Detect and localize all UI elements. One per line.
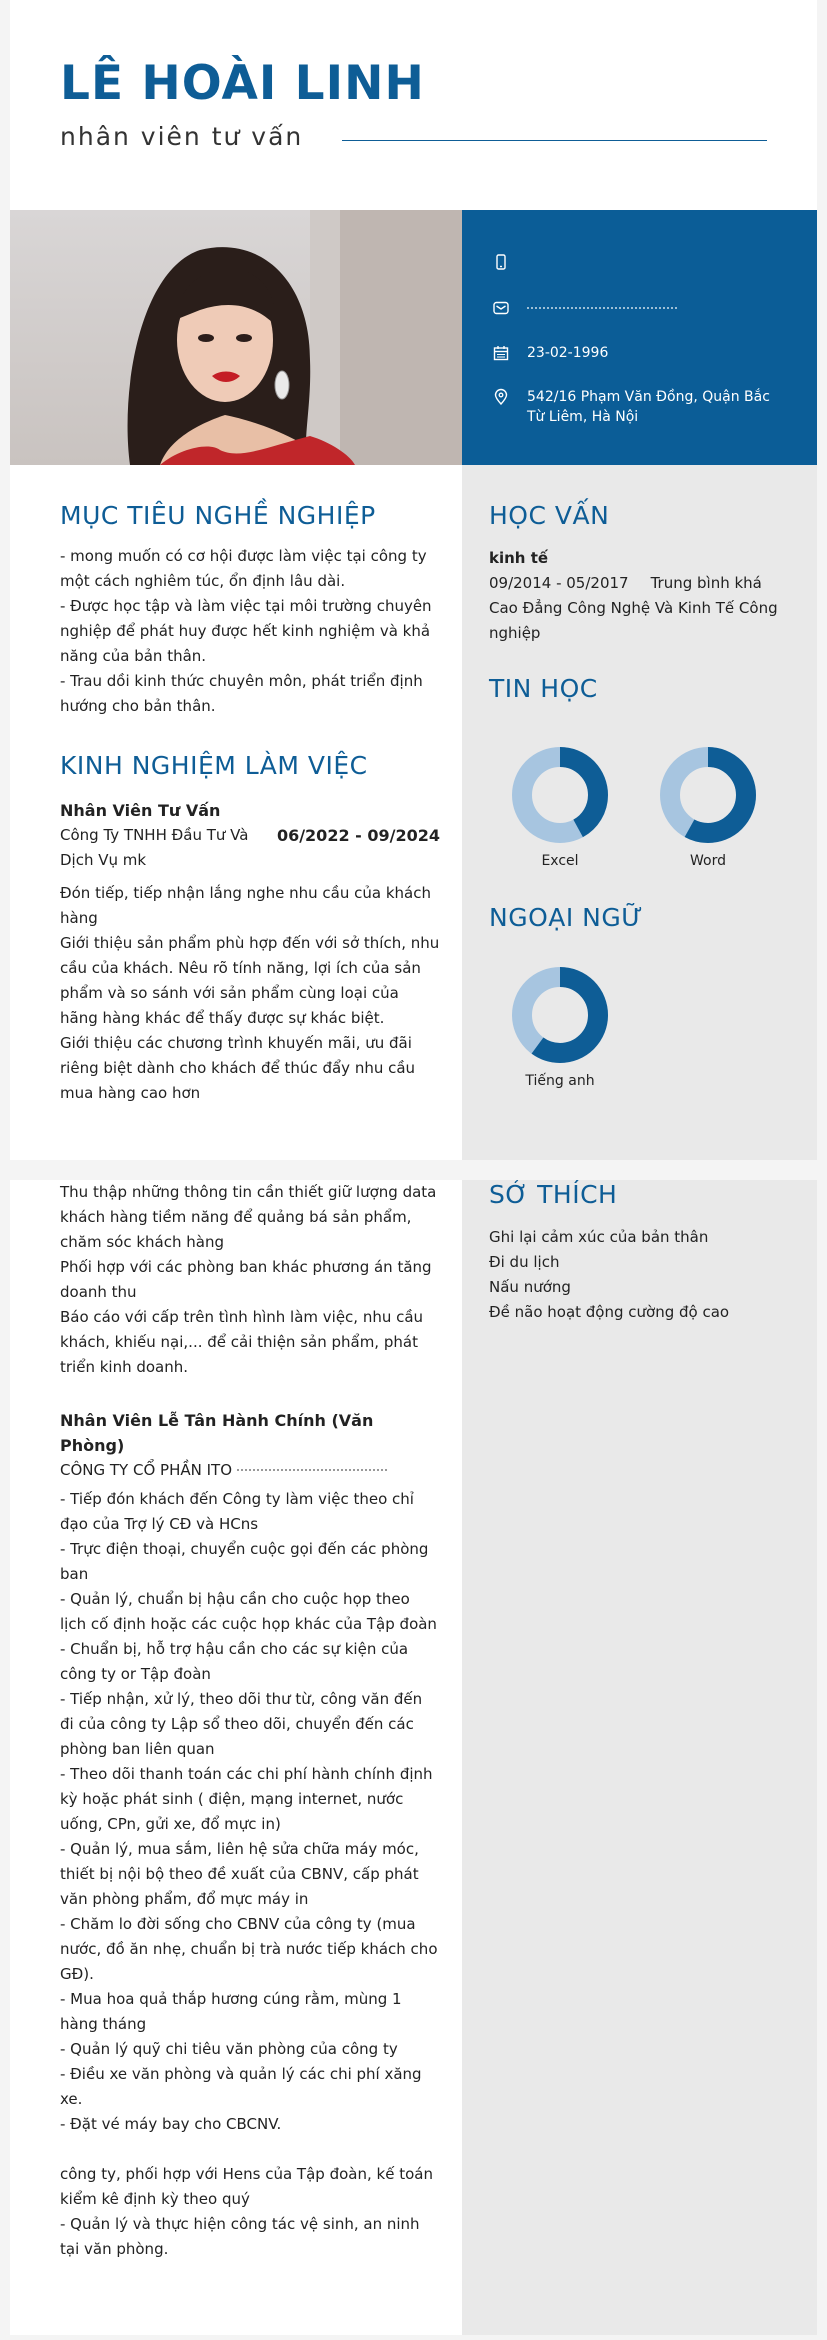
address-text: 542/16 Phạm Văn Đồng, Quận Bắc Từ Liêm, Hà Nội: [527, 389, 770, 425]
job1-line: Thu thập những thông tin cần thiết giữ lượng data khách hàng tiềm năng để quảng bá sản phẩm, chăm sóc khách hàng: [60, 1183, 437, 1251]
profile-photo: [10, 210, 462, 465]
job2-line: - Tiếp đón khách đến Công ty làm việc theo chỉ đạo của Trợ lý CĐ và HCns: [60, 1490, 414, 1533]
main-column: [10, 465, 462, 1106]
main-column-continued: [10, 1180, 462, 2262]
cv-page-1: [10, 0, 817, 1160]
cv-header: [10, 0, 817, 210]
it-skill-excel: [500, 745, 620, 869]
hobbies-title: SỞ THÍCH: [489, 1180, 618, 1209]
job2-line: - Tiếp nhận, xử lý, theo dõi thư từ, công văn đến đi của công ty Lập sổ theo dõi, chuyển đến các phòng ban liên quan: [60, 1690, 423, 1758]
candidate-name: LÊ HOÀI LINH: [60, 56, 425, 111]
job2-line: - Theo dõi thanh toán các chi phí hành chính định kỳ hoặc phát sinh ( điện, mạng internet, nước uống, CPn, gửi xe, đổ mực in): [60, 1765, 433, 1833]
location-pin-icon: [492, 388, 510, 406]
job1-line: Phối hợp với các phòng ban khác phương án tăng doanh thu: [60, 1258, 432, 1301]
job2-line: - Quản lý và thực hiện công tác vệ sinh, an ninh tại văn phòng.: [60, 2215, 420, 2258]
job2-line: - Quản lý quỹ chi tiêu văn phòng của công ty: [60, 2040, 398, 2058]
objective-line: - Được học tập và làm việc tại môi trường chuyên nghiệp để phát huy được hết kinh nghiệm và khả năng của bản thân.: [60, 597, 432, 665]
candidate-role: nhân viên tư vấn: [60, 122, 304, 151]
job2-line: - Đặt vé máy bay cho CBCNV.: [60, 2115, 282, 2133]
hobby-item: Ghi lại cảm xúc của bản thân: [489, 1228, 709, 1246]
job1-company: Công Ty TNHH Đầu Tư Và Dịch Vụ mk: [60, 826, 249, 869]
contact-birthday-row: [492, 343, 608, 363]
language-skill-label: Tiếng anh: [525, 1073, 595, 1089]
job1-period: 06/2022 - 09/2024: [276, 826, 440, 845]
cv-page-2: [10, 1180, 817, 2335]
phone-icon: [492, 253, 510, 271]
contact-panel: [462, 210, 817, 465]
english-donut: [510, 965, 610, 1065]
hobby-item: Đi du lịch: [489, 1253, 560, 1271]
calendar-icon: [492, 344, 510, 362]
education-period: 09/2014 - 05/2017: [489, 574, 629, 592]
job2-line: - Trực điện thoại, chuyển cuộc gọi đến các phòng ban: [60, 1540, 429, 1583]
job2-line: - Điều xe văn phòng và quản lý các chi phí xăng xe.: [60, 2065, 422, 2108]
hobby-item: Nấu nướng: [489, 1278, 571, 1296]
job1-line: Giới thiệu các chương trình khuyến mãi, ưu đãi riêng biệt dành cho khách để thúc đẩy nhu cầu mua hàng cao hơn: [60, 1034, 416, 1102]
job1-line: Báo cáo với cấp trên tình hình làm việc, nhu cầu khách, khiếu nại,... để cải thiện sản phẩm, phát triển kinh doanh.: [60, 1308, 424, 1376]
it-skill-word: [648, 745, 768, 869]
job2-company-row: [60, 1458, 440, 1483]
job2-line: - Quản lý, chuẩn bị hậu cần cho cuộc họp theo lịch cố định hoặc các cuộc họp khác của Tập đoàn: [60, 1590, 437, 1633]
education-major: kinh tế: [489, 549, 549, 567]
experience-title: KINH NGHIỆM LÀM VIỆC: [60, 751, 368, 780]
it-skill-label: Word: [690, 853, 726, 869]
contact-address-row: [492, 387, 782, 427]
contact-email-row: [492, 298, 677, 317]
job2-line: - Mua hoa quả thắp hương cúng rằm, mùng 1 hàng tháng: [60, 1990, 402, 2033]
education-title: HỌC VẤN: [489, 501, 610, 530]
it-skill-label: Excel: [541, 853, 579, 869]
languages-title: NGOẠI NGỮ: [489, 903, 644, 932]
job1-line: Đón tiếp, tiếp nhận lắng nghe nhu cầu của khách hàng: [60, 884, 432, 927]
objective-title: MỤC TIÊU NGHỀ NGHIỆP: [60, 501, 376, 530]
header-divider: [342, 140, 767, 141]
hobby-item: Đề não hoạt động cường độ cao: [489, 1303, 730, 1321]
word-donut: [658, 745, 758, 845]
job2-company: CÔNG TY CỔ PHẦN ITO: [60, 1461, 233, 1479]
language-skill-english: [500, 965, 620, 1089]
it-title: TIN HỌC: [489, 674, 598, 703]
email-redacted: [527, 307, 677, 311]
job2-position: Nhân Viên Lễ Tân Hành Chính (Văn Phòng): [60, 1411, 374, 1455]
excel-donut: [510, 745, 610, 845]
job2-lines: [60, 1487, 440, 2137]
job2-line: công ty, phối hợp với Hens của Tập đoàn, kế toán kiểm kê định kỳ theo quý: [60, 2165, 433, 2208]
job2-line: - Chăm lo đời sống cho CBNV của công ty (mua nước, đồ ăn nhẹ, chuẩn bị trà nước tiếp khách cho GĐ).: [60, 1915, 438, 1983]
contact-phone-row: [492, 252, 527, 271]
job1-line: Giới thiệu sản phẩm phù hợp đến với sở thích, nhu cầu của khách. Nêu rõ tính năng, lợi ích của sản phẩm và so sánh với sản phẩm cùng loại của hãng hàng khác để thấy được sự khác biệt.: [60, 934, 440, 1027]
education-school: Cao Đẳng Công Nghệ Và Kinh Tế Công nghiệp: [489, 599, 778, 642]
education-meta: [489, 571, 797, 596]
sidebar-column: [462, 465, 817, 1160]
sidebar-column-continued: [462, 1180, 817, 2335]
job2-line: - Chuẩn bị, hỗ trợ hậu cần cho các sự kiện của công ty or Tập đoàn: [60, 1640, 409, 1683]
job2-redacted: [237, 1469, 387, 1472]
job2-line: - Quản lý, mua sắm, liên hệ sửa chữa máy móc, thiết bị nội bộ theo đề xuất của CBNV, cấp phát văn phòng phẩm, đổ mực máy in: [60, 1840, 419, 1908]
job1-meta: [60, 823, 440, 873]
birthday-text: 23-02-1996: [527, 345, 609, 361]
job1-position: Nhân Viên Tư Vấn: [60, 801, 221, 820]
education-grade: Trung bình khá: [650, 574, 762, 592]
objective-line: - mong muốn có cơ hội được làm việc tại công ty một cách nghiêm túc, ổn định lâu dài.: [60, 547, 427, 590]
email-icon: [492, 299, 510, 317]
objective-line: - Trau dồi kinh thức chuyên môn, phát triển định hướng cho bản thân.: [60, 672, 423, 715]
